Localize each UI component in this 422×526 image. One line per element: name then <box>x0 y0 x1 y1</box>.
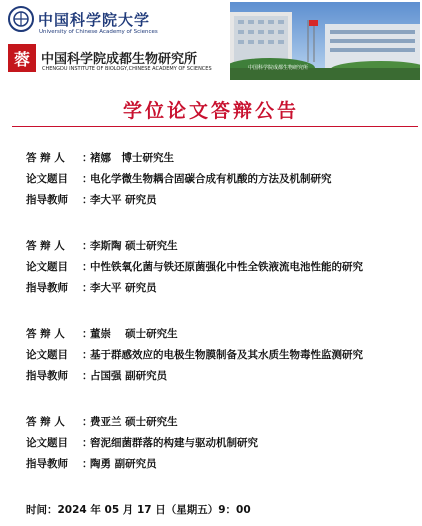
advisor-value: 占国强 副研究员 <box>90 370 168 382</box>
header <box>0 0 422 82</box>
colon: ： <box>82 240 93 252</box>
advisor-line <box>26 366 416 387</box>
thesis-value: 电化学微生物耦合固碳合成有机酸的方法及机制研究 <box>90 173 332 185</box>
ucas-name-cn: 中国科学院大学 <box>38 11 151 29</box>
candidate-label: 答 辩 人 <box>26 416 65 428</box>
thesis-label: 论文题目 <box>26 261 68 273</box>
defense-entry-3 <box>26 324 416 387</box>
defense-entry-1 <box>26 148 416 211</box>
advisor-value: 陶勇 副研究员 <box>90 458 157 470</box>
ucas-name-en: University of Chinese Academy of Sciences <box>39 29 158 35</box>
page-title: 学位论文答辩公告 <box>122 100 299 122</box>
defense-entry-2 <box>26 236 416 299</box>
cib-name-en: CHENGDU INSTITUTE OF BIOLOGY,CHINESE ACADEMY OF SCIENCES <box>42 66 212 72</box>
thesis-value: 窖泥细菌群落的构建与驱动机制研究 <box>90 437 258 449</box>
colon: ： <box>82 328 93 340</box>
advisor-line <box>26 278 416 299</box>
candidate-value: 董崇 硕士研究生 <box>90 328 178 340</box>
colon: ： <box>82 261 93 273</box>
candidate-line <box>26 412 416 433</box>
thesis-line <box>26 345 416 366</box>
thesis-line <box>26 433 416 454</box>
colon: ： <box>82 437 93 449</box>
cib-name-cn: 中国科学院成都生物研究所 <box>41 52 198 67</box>
candidate-value: 费亚兰 硕士研究生 <box>90 416 178 428</box>
candidate-line <box>26 236 416 257</box>
advisor-label: 指导教师 <box>26 194 68 206</box>
colon: ： <box>82 194 93 206</box>
colon: ： <box>82 282 93 294</box>
cib-seal-icon: 蓉 <box>8 44 36 72</box>
candidate-value: 褚娜 博士研究生 <box>90 152 174 164</box>
defense-entry-4 <box>26 412 416 475</box>
colon: ： <box>82 349 93 361</box>
thesis-value: 基于群感效应的电极生物膜制备及其水质生物毒性监测研究 <box>90 349 363 361</box>
candidate-label: 答 辩 人 <box>26 240 65 252</box>
ucas-emblem-icon <box>8 6 34 32</box>
advisor-line <box>26 454 416 475</box>
colon: ： <box>82 370 93 382</box>
thesis-line <box>26 169 416 190</box>
advisor-label: 指导教师 <box>26 458 68 470</box>
advisor-value: 李大平 研究员 <box>90 282 157 294</box>
defense-time: 时间：2024 年 05 月 17 日（星期五）9：00 <box>26 504 251 516</box>
advisor-line <box>26 190 416 211</box>
title-divider <box>12 126 418 127</box>
colon: ： <box>82 173 93 185</box>
advisor-label: 指导教师 <box>26 370 68 382</box>
thesis-label: 论文题目 <box>26 173 68 185</box>
candidate-value: 李斯陶 硕士研究生 <box>90 240 178 252</box>
thesis-label: 论文题目 <box>26 349 68 361</box>
thesis-line <box>26 257 416 278</box>
candidate-label: 答 辩 人 <box>26 328 65 340</box>
photo-caption: 中国科学院成都生物研究所 <box>248 65 309 71</box>
cib-logo <box>8 44 238 78</box>
advisor-value: 李大平 研究员 <box>90 194 157 206</box>
ucas-logo <box>8 6 218 40</box>
thesis-label: 论文题目 <box>26 437 68 449</box>
candidate-label: 答 辩 人 <box>26 152 65 164</box>
colon: ： <box>82 458 93 470</box>
thesis-value: 中性铁氧化菌与铁还原菌强化中性全铁液流电池性能的研究 <box>90 261 363 273</box>
advisor-label: 指导教师 <box>26 282 68 294</box>
colon: ： <box>82 152 93 164</box>
candidate-line <box>26 148 416 169</box>
defense-list <box>26 148 416 500</box>
candidate-line <box>26 324 416 345</box>
colon: ： <box>82 416 93 428</box>
